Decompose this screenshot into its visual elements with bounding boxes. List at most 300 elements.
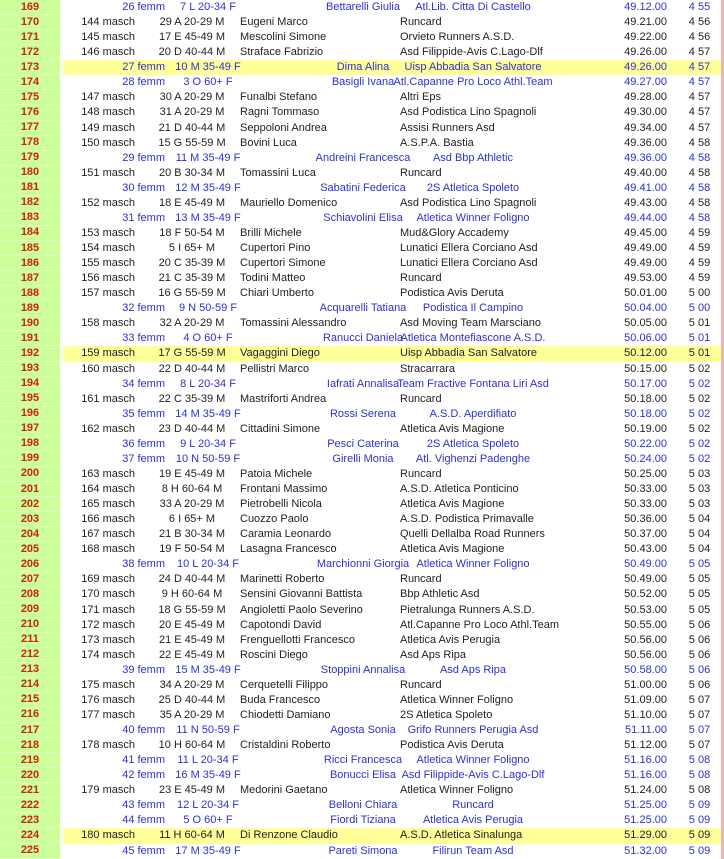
time-cell: 50.53.00	[624, 603, 667, 616]
team-cell: Team Fractive Fontana Liri Asd	[397, 377, 549, 390]
position-cell: 214	[0, 678, 60, 693]
position-cell: 171	[0, 30, 60, 45]
runner-name-cell: Cerquetelli Filippo	[240, 678, 329, 691]
team-cell: Atletica Avis Magione	[400, 543, 505, 556]
position-cell: 205	[0, 542, 60, 557]
category-cell: 5 I 65+ M	[168, 242, 216, 255]
time-cell: 49.49.00	[624, 257, 667, 270]
pace-cell: 5 05	[688, 573, 711, 586]
time-cell: 51.16.00	[624, 754, 667, 767]
time-cell: 51.25.00	[624, 799, 667, 812]
time-cell: 49.28.00	[624, 91, 667, 104]
position-cell: 182	[0, 196, 60, 211]
result-row	[0, 271, 724, 286]
position-cell: 204	[0, 527, 60, 542]
category-position-cell: 164 masch	[81, 483, 135, 496]
runner-name-cell: Pietrobelli Nicola	[240, 498, 322, 511]
time-cell: 49.22.00	[624, 31, 667, 44]
team-cell: Atletica Avis Magione	[400, 498, 505, 511]
time-cell: 50.01.00	[624, 287, 667, 300]
category-cell: 23 D 40-44 M	[158, 422, 226, 435]
result-row	[0, 181, 724, 196]
pace-cell: 4 57	[688, 46, 711, 59]
category-cell: 4 O 60+ F	[183, 332, 233, 345]
category-cell: 6 I 65+ M	[168, 513, 216, 526]
team-cell: A.S.D. Atletica Sinalunga	[400, 829, 523, 842]
result-row	[0, 331, 724, 346]
team-cell: Asd Podistica Lino Spagnoli	[400, 196, 537, 209]
time-cell: 49.41.00	[624, 181, 667, 194]
category-cell: 11 N 50-59 F	[176, 724, 240, 737]
category-position-cell: 44 femm	[122, 814, 165, 827]
category-position-cell: 180 masch	[81, 829, 135, 842]
time-cell: 50.33.00	[624, 483, 667, 496]
category-cell: 33 A 20-29 M	[159, 498, 225, 511]
runner-name-cell: Iafrati Annalisa	[326, 377, 400, 390]
pace-cell: 4 56	[688, 31, 711, 44]
category-cell: 32 A 20-29 M	[159, 317, 225, 330]
time-cell: 50.43.00	[624, 543, 667, 556]
pace-cell: 4 57	[688, 91, 711, 104]
pace-cell: 5 07	[688, 708, 711, 721]
category-cell: 10 N 50-59 F	[175, 452, 241, 465]
result-row	[0, 105, 724, 120]
pace-cell: 5 03	[688, 467, 711, 480]
result-row	[0, 497, 724, 512]
pace-cell: 5 09	[688, 844, 711, 857]
category-position-cell: 153 masch	[81, 226, 135, 239]
team-cell: Runcard	[452, 799, 494, 812]
category-cell: 7 L 20-34 F	[180, 1, 236, 14]
pace-cell: 5 09	[688, 799, 711, 812]
category-position-cell: 38 femm	[122, 558, 165, 571]
category-cell: 21 C 35-39 M	[158, 272, 226, 285]
result-row	[0, 256, 724, 271]
result-row	[0, 15, 724, 30]
position-cell: 187	[0, 271, 60, 286]
pace-cell: 5 06	[688, 648, 711, 661]
result-row	[0, 0, 724, 15]
team-cell: Quelli Dellalba Road Runners	[400, 528, 545, 541]
category-cell: 20 D 40-44 M	[158, 46, 226, 59]
position-cell: 220	[0, 768, 60, 783]
position-cell: 178	[0, 136, 60, 151]
runner-name-cell: Fiordi Tiziana	[330, 814, 396, 827]
category-position-cell: 172 masch	[81, 618, 135, 631]
pace-cell: 5 03	[688, 483, 711, 496]
team-cell: Podistica Avis Deruta	[400, 287, 504, 300]
time-cell: 50.04.00	[624, 302, 667, 315]
category-cell: 11 M 35-49 F	[175, 151, 241, 164]
runner-name-cell: Funalbi Stefano	[240, 91, 318, 104]
pace-cell: 5 08	[688, 784, 711, 797]
pace-cell: 5 02	[688, 452, 711, 465]
pace-cell: 5 01	[688, 317, 711, 330]
result-row	[0, 196, 724, 211]
time-cell: 51.32.00	[624, 844, 667, 857]
team-cell: Atletica Avis Magione	[400, 422, 505, 435]
pace-cell: 5 06	[688, 663, 711, 676]
result-row	[0, 828, 724, 843]
runner-name-cell: Pesci Caterina	[327, 437, 399, 450]
category-position-cell: 39 femm	[122, 663, 165, 676]
position-cell: 212	[0, 648, 60, 663]
category-cell: 22 E 45-49 M	[158, 648, 226, 661]
runner-name-cell: Agosta Sonia	[330, 724, 396, 737]
pace-cell: 4 59	[688, 272, 711, 285]
category-position-cell: 149 masch	[81, 121, 135, 134]
result-row	[0, 346, 724, 361]
team-cell: Atletica Avis Perugia	[400, 633, 501, 646]
position-cell: 225	[0, 844, 60, 859]
runner-name-cell: Ragni Tommaso	[240, 106, 320, 119]
pace-cell: 4 57	[688, 76, 711, 89]
runner-name-cell: Straface Fabrizio	[240, 46, 324, 59]
result-row	[0, 633, 724, 648]
time-cell: 50.36.00	[624, 513, 667, 526]
runner-name-cell: Bettarelli Giulia	[326, 1, 400, 14]
time-cell: 49.40.00	[624, 166, 667, 179]
position-cell: 219	[0, 753, 60, 768]
position-cell: 222	[0, 798, 60, 813]
result-row	[0, 572, 724, 587]
result-row	[0, 603, 724, 618]
team-cell: A.S.D. Podistica Primavalle	[400, 513, 534, 526]
category-cell: 19 E 45-49 M	[158, 467, 226, 480]
category-cell: 11 L 20-34 F	[177, 754, 239, 767]
category-position-cell: 45 femm	[122, 844, 165, 857]
category-cell: 21 D 40-44 M	[158, 121, 226, 134]
pace-cell: 5 05	[688, 558, 711, 571]
time-cell: 49.53.00	[624, 272, 667, 285]
runner-name-cell: Ricci Francesca	[323, 754, 403, 767]
category-cell: 12 M 35-49 F	[175, 181, 241, 194]
position-cell: 223	[0, 813, 60, 828]
time-cell: 50.24.00	[624, 452, 667, 465]
category-cell: 9 N 50-59 F	[178, 302, 238, 315]
category-position-cell: 176 masch	[81, 693, 135, 706]
category-cell: 31 A 20-29 M	[159, 106, 225, 119]
time-cell: 50.17.00	[624, 377, 667, 390]
category-position-cell: 171 masch	[81, 603, 135, 616]
pace-cell: 5 08	[688, 769, 711, 782]
position-cell: 216	[0, 708, 60, 723]
category-position-cell: 36 femm	[122, 437, 165, 450]
team-cell: Asd Filippide-Avis C.Lago-Dlf	[400, 46, 543, 59]
category-position-cell: 150 masch	[81, 136, 135, 149]
position-cell: 169	[0, 0, 60, 15]
result-row	[0, 422, 724, 437]
runner-name-cell: Lasagna Francesco	[240, 543, 337, 556]
pace-cell: 5 05	[688, 588, 711, 601]
pace-cell: 5 06	[688, 618, 711, 631]
category-cell: 34 A 20-29 M	[159, 678, 225, 691]
result-row	[0, 798, 724, 813]
position-cell: 180	[0, 166, 60, 181]
position-cell: 170	[0, 15, 60, 30]
result-row	[0, 738, 724, 753]
result-row	[0, 286, 724, 301]
category-position-cell: 37 femm	[122, 452, 165, 465]
team-cell: Asd Aps Ripa	[439, 663, 507, 676]
category-position-cell: 29 femm	[122, 151, 165, 164]
result-row	[0, 557, 724, 572]
team-cell: Stracarrara	[400, 362, 456, 375]
position-cell: 186	[0, 256, 60, 271]
pace-cell: 4 58	[688, 151, 711, 164]
team-cell: Podistica Il Campino	[422, 302, 524, 315]
team-cell: Altri Eps	[400, 91, 441, 104]
runner-name-cell: Ranucci Daniela	[322, 332, 404, 345]
category-position-cell: 178 masch	[81, 739, 135, 752]
category-position-cell: 160 masch	[81, 362, 135, 375]
time-cell: 49.44.00	[624, 211, 667, 224]
pace-cell: 5 00	[688, 302, 711, 315]
position-cell: 189	[0, 301, 60, 316]
pace-cell: 5 07	[688, 739, 711, 752]
team-cell: Atletica Winner Foligno	[416, 558, 530, 571]
result-row	[0, 151, 724, 166]
category-cell: 20 E 45-49 M	[158, 618, 226, 631]
category-position-cell: 165 masch	[81, 498, 135, 511]
team-cell: Mud&Glory Accademy	[400, 226, 509, 239]
result-row	[0, 708, 724, 723]
position-cell: 174	[0, 75, 60, 90]
time-cell: 50.56.00	[624, 633, 667, 646]
category-position-cell: 163 masch	[81, 467, 135, 480]
result-row	[0, 663, 724, 678]
time-cell: 49.30.00	[624, 106, 667, 119]
category-position-cell: 34 femm	[122, 377, 165, 390]
pace-cell: 4 58	[688, 181, 711, 194]
pace-cell: 5 07	[688, 724, 711, 737]
pace-cell: 4 58	[688, 166, 711, 179]
runner-name-cell: Cuozzo Paolo	[240, 513, 309, 526]
runner-name-cell: Rossi Serena	[329, 407, 397, 420]
position-cell: 173	[0, 60, 60, 75]
runner-name-cell: Eugeni Marco	[240, 16, 308, 29]
time-cell: 50.19.00	[624, 422, 667, 435]
team-cell: Atl. Vighenzi Padenghe	[415, 452, 531, 465]
position-cell: 175	[0, 90, 60, 105]
runner-name-cell: Medorini Gaetano	[240, 784, 328, 797]
team-cell: Asd Aps Ripa	[400, 648, 467, 661]
category-cell: 8 H 60-64 M	[161, 483, 223, 496]
category-cell: 10 H 60-64 M	[158, 739, 226, 752]
team-cell: Runcard	[400, 467, 442, 480]
pace-cell: 4 58	[688, 136, 711, 149]
result-row	[0, 226, 724, 241]
category-cell: 9 H 60-64 M	[161, 588, 223, 601]
result-row	[0, 407, 724, 422]
runner-name-cell: Chiari Umberto	[240, 287, 314, 300]
team-cell: Asd Podistica Lino Spagnoli	[400, 106, 537, 119]
time-cell: 51.24.00	[624, 784, 667, 797]
runner-name-cell: Andreini Francesca	[315, 151, 411, 164]
category-cell: 20 C 35-39 M	[158, 257, 226, 270]
category-cell: 22 D 40-44 M	[158, 362, 226, 375]
category-position-cell: 148 masch	[81, 106, 135, 119]
time-cell: 50.52.00	[624, 588, 667, 601]
runner-name-cell: Cittadini Simone	[240, 422, 321, 435]
position-cell: 211	[0, 633, 60, 648]
position-cell: 195	[0, 392, 60, 407]
position-cell: 206	[0, 557, 60, 572]
category-cell: 29 A 20-29 M	[159, 16, 225, 29]
time-cell: 50.56.00	[624, 648, 667, 661]
position-cell: 184	[0, 226, 60, 241]
runner-name-cell: Brilli Michele	[240, 226, 302, 239]
time-cell: 50.12.00	[624, 347, 667, 360]
category-cell: 17 E 45-49 M	[158, 31, 226, 44]
category-position-cell: 157 masch	[81, 287, 135, 300]
result-row	[0, 90, 724, 105]
pace-cell: 4 57	[688, 61, 711, 74]
runner-name-cell: Marchionni Giorgia	[316, 558, 410, 571]
runner-name-cell: Stoppini Annalisa	[320, 663, 406, 676]
team-cell: Atl.Capanne Pro Loco Athl.Team	[393, 76, 553, 89]
time-cell: 50.18.00	[624, 407, 667, 420]
team-cell: Runcard	[400, 678, 442, 691]
pace-cell: 5 09	[688, 829, 711, 842]
result-row	[0, 377, 724, 392]
position-cell: 224	[0, 828, 60, 843]
category-cell: 8 L 20-34 F	[180, 377, 236, 390]
result-row	[0, 166, 724, 181]
team-cell: Pietralunga Runners A.S.D.	[400, 603, 535, 616]
team-cell: Asd Bbp Athletic	[432, 151, 514, 164]
runner-name-cell: Cristaldini Roberto	[240, 739, 331, 752]
pace-cell: 5 04	[688, 528, 711, 541]
category-position-cell: 27 femm	[122, 61, 165, 74]
position-cell: 194	[0, 377, 60, 392]
category-cell: 17 M 35-49 F	[175, 844, 241, 857]
pace-cell: 5 09	[688, 814, 711, 827]
position-cell: 185	[0, 241, 60, 256]
result-row	[0, 482, 724, 497]
category-cell: 3 O 60+ F	[183, 76, 233, 89]
team-cell: Atletica Winner Foligno	[416, 211, 530, 224]
category-position-cell: 159 masch	[81, 347, 135, 360]
position-cell: 179	[0, 151, 60, 166]
team-cell: Atl.Lib. Citta Di Castello	[415, 1, 531, 14]
position-cell: 181	[0, 181, 60, 196]
category-position-cell: 156 masch	[81, 272, 135, 285]
team-cell: Uisp Abbadia San Salvatore	[400, 347, 537, 360]
team-cell: Asd Moving Team Marsciano	[400, 317, 542, 330]
result-row	[0, 527, 724, 542]
category-position-cell: 35 femm	[122, 407, 165, 420]
position-cell: 193	[0, 362, 60, 377]
runner-name-cell: Belloni Chiara	[328, 799, 398, 812]
category-position-cell: 30 femm	[122, 181, 165, 194]
runner-name-cell: Mauriello Domenico	[240, 196, 338, 209]
time-cell: 51.09.00	[624, 693, 667, 706]
time-cell: 50.15.00	[624, 362, 667, 375]
runner-name-cell: Sensini Giovanni Battista	[240, 588, 363, 601]
category-cell: 19 F 50-54 M	[159, 543, 225, 556]
team-cell: Atletica Winner Foligno	[416, 754, 530, 767]
team-cell: Runcard	[400, 272, 442, 285]
category-cell: 30 A 20-29 M	[159, 91, 225, 104]
result-row	[0, 136, 724, 151]
category-cell: 14 M 35-49 F	[175, 407, 241, 420]
pace-cell: 5 02	[688, 392, 711, 405]
pace-cell: 5 06	[688, 633, 711, 646]
category-position-cell: 166 masch	[81, 513, 135, 526]
position-cell: 177	[0, 121, 60, 136]
category-position-cell: 173 masch	[81, 633, 135, 646]
runner-name-cell: Schiavolini Elisa	[323, 211, 403, 224]
position-cell: 192	[0, 346, 60, 361]
category-position-cell: 146 masch	[81, 46, 135, 59]
runner-name-cell: Cupertori Pino	[240, 242, 311, 255]
category-position-cell: 31 femm	[122, 211, 165, 224]
time-cell: 49.12.00	[624, 1, 667, 14]
runner-name-cell: Bonucci Elisa	[329, 769, 397, 782]
category-cell: 12 L 20-34 F	[177, 799, 239, 812]
team-cell: Assisi Runners Asd	[400, 121, 495, 134]
time-cell: 50.33.00	[624, 498, 667, 511]
position-cell: 215	[0, 693, 60, 708]
pace-cell: 4 58	[688, 211, 711, 224]
position-cell: 217	[0, 723, 60, 738]
category-position-cell: 144 masch	[81, 16, 135, 29]
team-cell: Lunatici Ellera Corciano Asd	[400, 242, 538, 255]
category-position-cell: 154 masch	[81, 242, 135, 255]
position-cell: 221	[0, 783, 60, 798]
category-cell: 25 D 40-44 M	[158, 693, 226, 706]
position-cell: 202	[0, 497, 60, 512]
category-cell: 18 F 50-54 M	[159, 226, 225, 239]
time-cell: 51.29.00	[624, 829, 667, 842]
team-cell: Asd Filippide-Avis C.Lago-Dlf	[401, 769, 545, 782]
result-row	[0, 753, 724, 768]
result-row	[0, 211, 724, 226]
time-cell: 50.18.00	[624, 392, 667, 405]
result-row	[0, 30, 724, 45]
team-cell: 2S Atletica Spoleto	[426, 437, 520, 450]
time-cell: 49.36.00	[624, 136, 667, 149]
time-cell: 49.49.00	[624, 242, 667, 255]
team-cell: Atletica Winner Foligno	[400, 784, 514, 797]
position-cell: 203	[0, 512, 60, 527]
pace-cell: 5 02	[688, 422, 711, 435]
time-cell: 49.43.00	[624, 196, 667, 209]
team-cell: Atletica Montefiascone A.S.D.	[400, 332, 546, 345]
result-row	[0, 392, 724, 407]
time-cell: 50.06.00	[624, 332, 667, 345]
result-row	[0, 844, 724, 859]
result-row	[0, 316, 724, 331]
team-cell: Orvieto Runners A.S.D.	[400, 31, 515, 44]
time-cell: 50.22.00	[624, 437, 667, 450]
time-cell: 50.05.00	[624, 317, 667, 330]
position-cell: 213	[0, 663, 60, 678]
result-row	[0, 723, 724, 738]
time-cell: 49.36.00	[624, 151, 667, 164]
runner-name-cell: Seppoloni Andrea	[240, 121, 327, 134]
pace-cell: 4 58	[688, 196, 711, 209]
team-cell: Podistica Avis Deruta	[400, 739, 504, 752]
result-row	[0, 467, 724, 482]
time-cell: 51.00.00	[624, 678, 667, 691]
position-cell: 188	[0, 286, 60, 301]
pace-cell: 5 04	[688, 513, 711, 526]
category-cell: 21 B 30-34 M	[158, 528, 226, 541]
pace-cell: 4 59	[688, 226, 711, 239]
category-position-cell: 41 femm	[122, 754, 165, 767]
